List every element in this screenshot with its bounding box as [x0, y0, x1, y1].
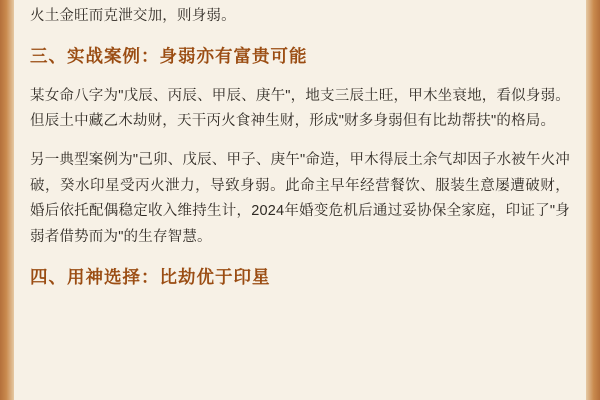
section-heading-three: 三、实战案例：身弱亦有富贵可能	[30, 46, 308, 67]
section-heading-four: 四、用神选择：比劫优于印星	[30, 266, 271, 287]
left-border-decoration	[0, 0, 14, 400]
document-content	[14, 0, 586, 400]
paragraph-case-one: 某女命八字为"戊辰、丙辰、甲辰、庚午"，地支三辰土旺，甲木坐衰地，看似身弱。但辰土中藏乙木劫财，天干丙火食神生财，形成"财多身弱但有比劫帮扶"的格局。	[30, 87, 570, 129]
paragraph-intro: 火土金旺而克泄交加，则身弱。	[30, 8, 236, 24]
paragraph-case-two: 另一典型案例为"己卯、戊辰、甲子、庚午"命造，甲木得辰土余气却因子水被午火冲破，癸水印星受丙火泄力，导致身弱。此命主早年经营餐饮、服装生意屡遭破财，婚后依托配偶稳定收入维持生计，2024年婚变危机后通过妥协保全家庭，印证了"身弱者借势而为"的生存智慧。	[30, 152, 570, 245]
right-border-decoration	[586, 0, 600, 400]
